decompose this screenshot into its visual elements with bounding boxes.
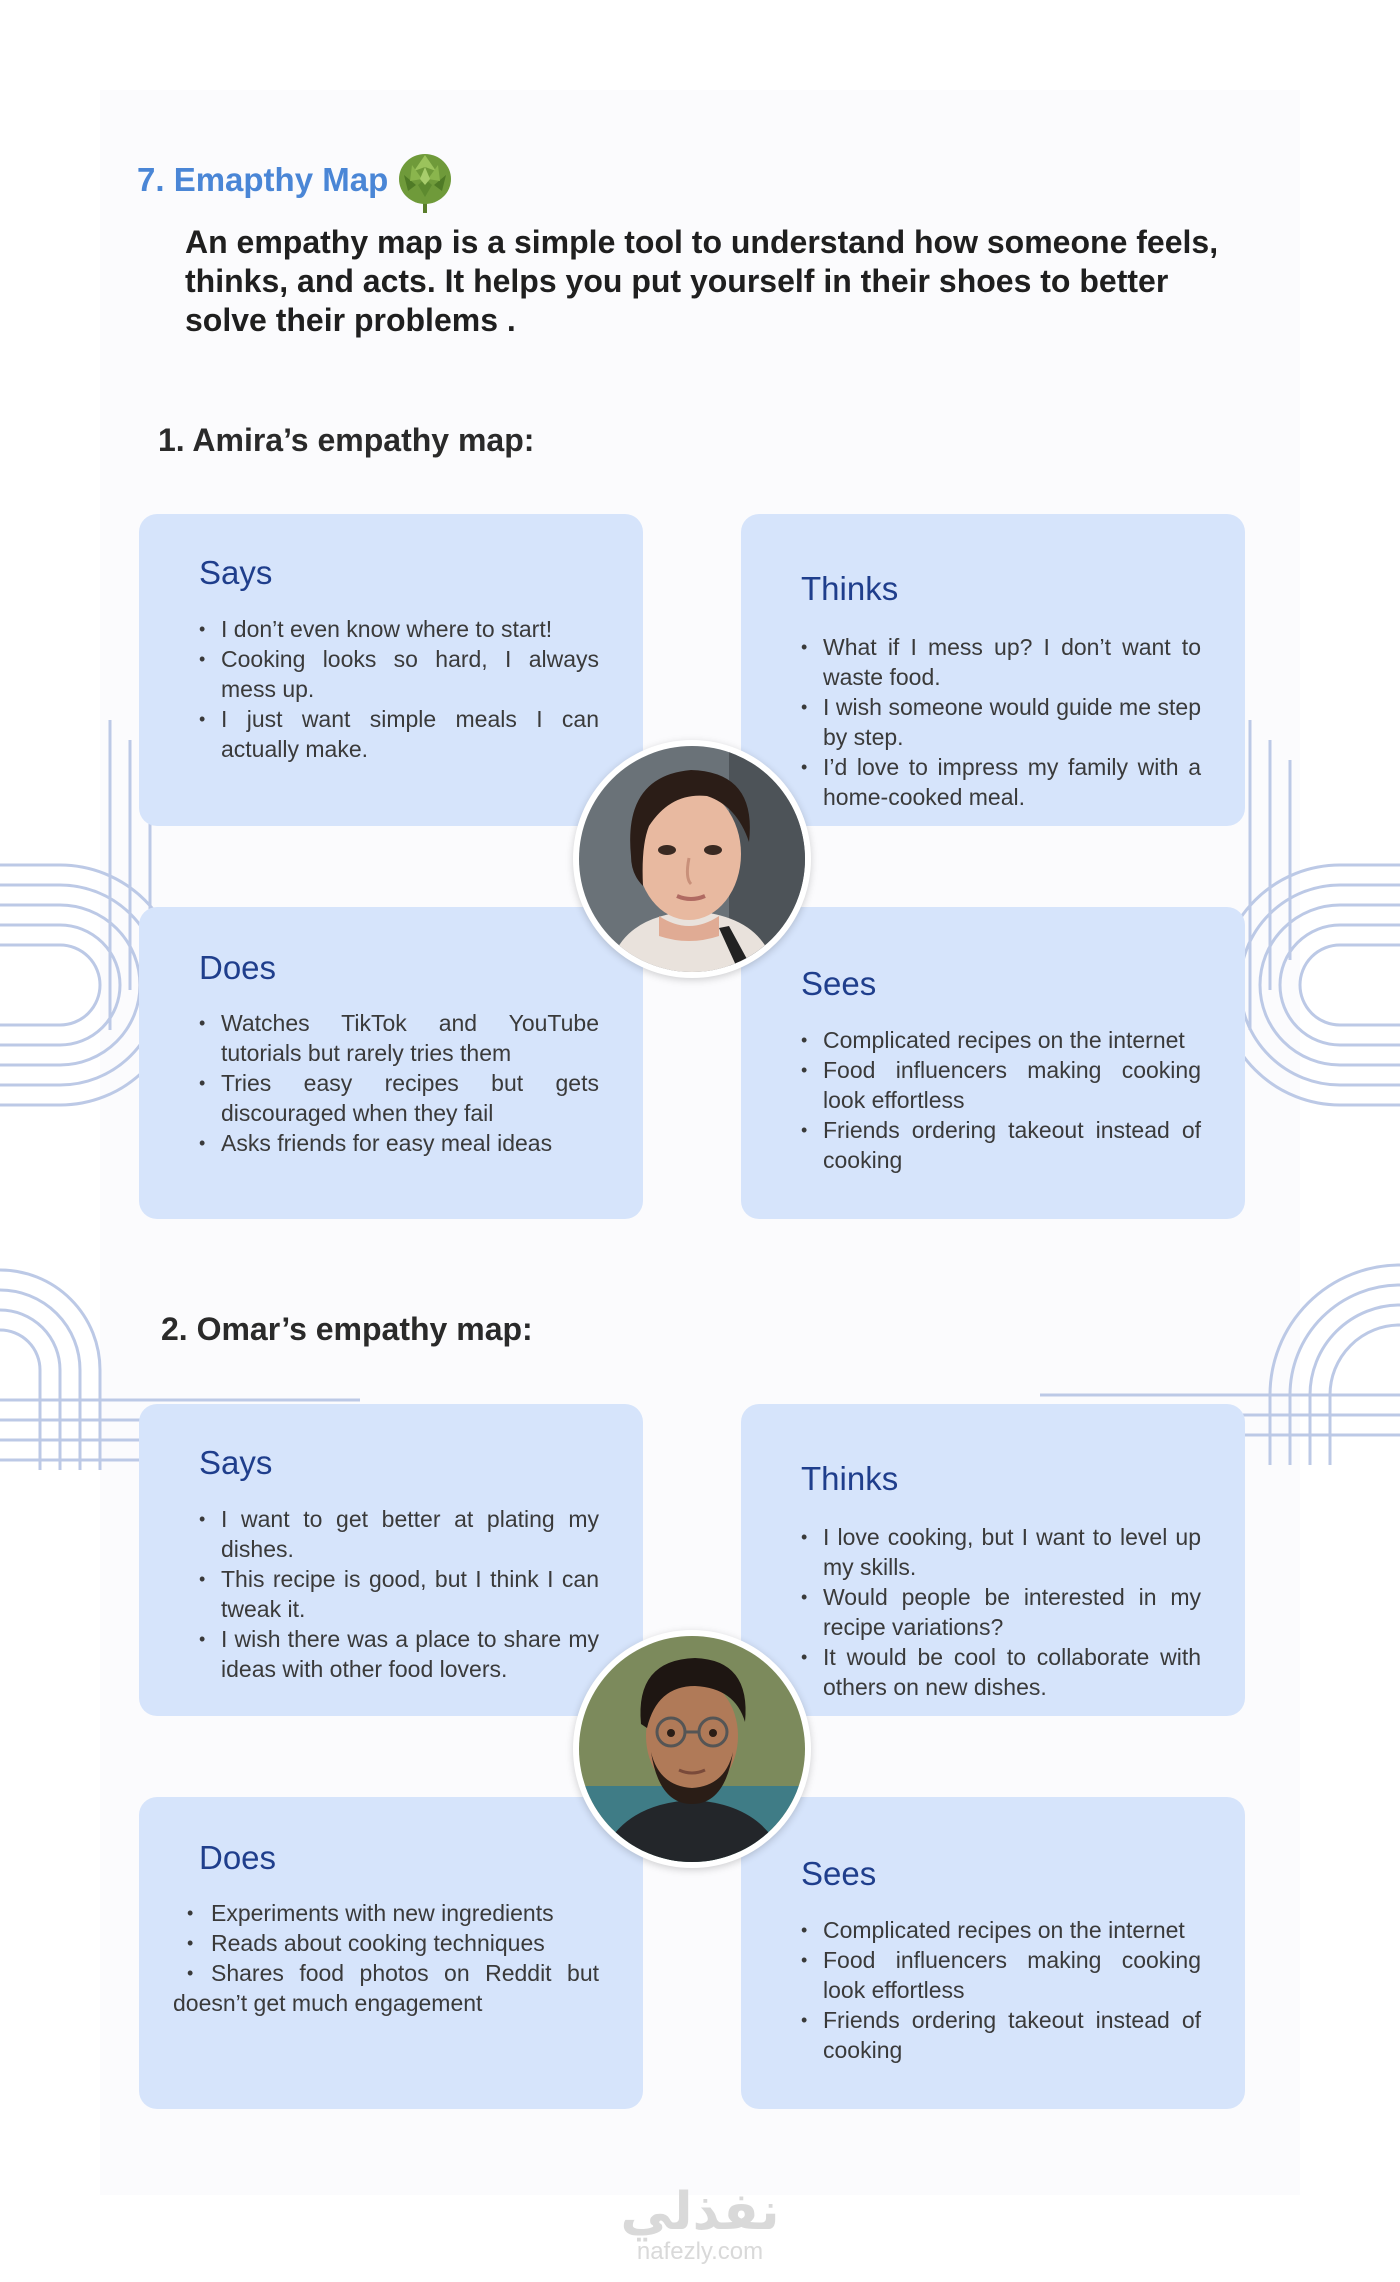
list-item: • Complicated recipes on the internet [801,1915,1201,1945]
amira-does-card [139,907,643,1219]
list-item: • I wish someone would guide me step by step. [801,692,1201,752]
sees-list [801,1025,1201,1175]
list-item: • Friends ordering takeout instead of cooking [801,2005,1201,2065]
amira-says-card [139,514,643,826]
avatar-amira [573,740,811,978]
does-list [199,1008,599,1158]
list-item: • I don’t even know where to start! [199,614,599,644]
says-list [199,614,599,764]
omar-does-card [139,1797,643,2109]
artichoke-icon [394,145,456,215]
list-item: • I want to get better at plating my dishes. [199,1504,599,1564]
omar-sees-card [741,1797,1245,2109]
amira-sees-card [741,907,1245,1219]
list-item: • Friends ordering takeout instead of cooking [801,1115,1201,1175]
woman-portrait [579,746,805,972]
sees-title: Sees [801,1855,877,1892]
avatar-omar [573,1630,811,1868]
list-item: • Asks friends for easy meal ideas [199,1128,599,1158]
says-list [199,1504,599,1684]
amira-thinks-card [741,514,1245,826]
decorative-lines-right-1 [1225,700,1400,1180]
list-item: • What if I mess up? I don’t want to waste food. [801,632,1201,692]
watermark-arabic: نفذلي [620,2182,780,2242]
does-title: Does [199,949,277,986]
list-item: • Watches TikTok and YouTube tutorials but rarely tries them [199,1008,599,1068]
list-item: • I love cooking, but I want to level up my skills. [801,1522,1201,1582]
section-title-omar: 2. Omar’s empathy map: [161,1311,533,1347]
watermark-url: nafezly.com [636,2238,764,2265]
list-item: • I wish there was a place to share my ideas with other food lovers. [199,1624,599,1684]
list-item: • Complicated recipes on the internet [801,1025,1201,1055]
says-title: Says [199,554,273,591]
list-item: • I just want simple meals I can actually make. [199,704,599,764]
thinks-list [801,632,1201,812]
does-list [173,1898,599,2018]
does-title: Does [199,1839,277,1876]
sees-list [801,1915,1201,2065]
thinks-list [801,1522,1201,1702]
page-heading-text: 7. Emapthy Map [137,161,389,198]
list-item: • Cooking looks so hard, I always mess up. [199,644,599,704]
man-portrait [579,1636,805,1862]
list-item: • Tries easy recipes but gets discouraged when they fail [199,1068,599,1128]
thinks-title: Thinks [801,1460,899,1497]
omar-says-card [139,1404,643,1716]
page-heading [137,145,456,215]
list-item: • Would people be interested in my recipe variations? [801,1582,1201,1642]
omar-thinks-card [741,1404,1245,1716]
list-item: • Food influencers making cooking look effortless [801,1055,1201,1115]
says-title: Says [199,1444,273,1481]
section-title-amira: 1. Amira’s empathy map: [158,422,535,458]
thinks-title: Thinks [801,570,899,607]
list-item: • This recipe is good, but I think I can tweak it. [199,1564,599,1624]
list-item: • It would be cool to collaborate with others on new dishes. [801,1642,1201,1702]
watermark-logo [600,2182,800,2265]
list-item: • Experiments with new ingredients [173,1898,599,1928]
list-item: • Shares food photos on Reddit but doesn’t get much engagement [173,1958,599,2018]
list-item: • Reads about cooking techniques [173,1928,599,1958]
sees-title: Sees [801,965,877,1002]
list-item: • I’d love to impress my family with a home-cooked meal. [801,752,1201,812]
intro-text: An empathy map is a simple tool to understand how someone feels, thinks, and acts. It helps you put yourself in their shoes to better solve their problems . [185,224,1219,338]
list-item: • Food influencers making cooking look effortless [801,1945,1201,2005]
